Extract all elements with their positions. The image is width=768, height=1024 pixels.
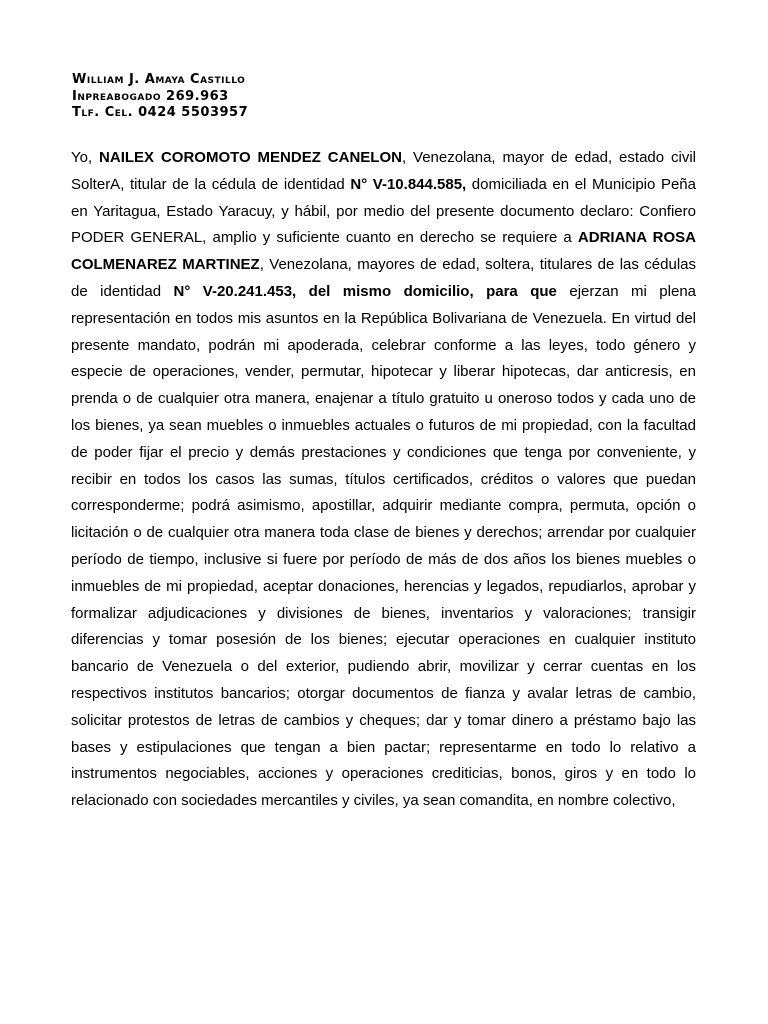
text-segment: domiciliada en el Municipio Peña en Yaritagua, Estado Yaracuy, y hábil, por medio del presente documento declaro: Confiero PODER GENERAL, amplio y suficiente cuanto en derecho se requiere a [71, 175, 696, 247]
text-segment: Yo, [71, 149, 100, 166]
text-segment: , Venezolana, mayor de edad, estado civil SolterA, titular de la cédula de identidad [71, 149, 696, 193]
grantor-id: N° V-10.844.585, [350, 175, 467, 193]
attorney-name: ADRIANA ROSA COLMENAREZ MARTINEZ [71, 229, 696, 274]
lawyer-registry: Inpreabogado 269.963 [72, 88, 229, 104]
lawyer-phone: Tlf. Cel. 0424 5503957 [72, 105, 249, 120]
lawyer-name: William J. Amaya Castillo [72, 72, 246, 87]
grantor-name: NAILEX COROMOTO MENDEZ CANELON [99, 149, 402, 166]
power-of-attorney-paragraph [71, 145, 696, 815]
text-segment: , Venezolana, mayores de edad, soltera, titulares de las cédulas de identidad [71, 256, 696, 300]
letterhead [72, 72, 248, 122]
attorney-id: N° V-20.241.453, del mismo domicilio, para que [173, 282, 557, 300]
text-segment: ejerzan mi plena representación en todos mis asuntos en la República Bolivariana de Venezuela. En virtud del presente mandato, podrán mi apoderada, celebrar conforme a las leyes, todo género y especie de operaciones, vender, permutar, hipotecar y liberar hipotecas, dar anticresis, en prenda o de cualquier otra manera, enajenar a título gratuito u oneroso todos y cada uno de los bienes, ya sean muebles o inmuebles actuales o futuros de mi propiedad, con la facultad de poder fijar el precio y demás prestaciones y condiciones que tenga por conveniente, y recibir en todos los casos las sumas, títulos certificados, créditos o valores que puedan corresponderme; podrá asimismo, apostillar, adquirir mediante compra, permuta, opción o licitación o de cualquier otra manera toda clase de bienes y derechos; arrendar por cualquier período de tiempo, inclusive si fuere por período de más de dos años los bienes muebles o inmuebles de mi propiedad, aceptar donaciones, herencias y legados, repudiarlos, aprobar y formalizar adjudicaciones y divisiones de bienes, inventarios y valoraciones; transigir diferencias y tomar posesión de los bienes; ejecutar operaciones en cualquier instituto bancario de Venezuela o del exterior, pudiendo abrir, movilizar y cerrar cuentas en los respectivos institutos bancarios; otorgar documentos de fianza y avalar letras de cambio, solicitar protestos de letras de cambios y cheques; dar y tomar dinero a préstamo bajo las bases y estipulaciones que tengan a bien pactar; representarme en todo lo relativo a instrumentos negociables, acciones y operaciones crediticias, bonos, giros y en todo lo relacionado con sociedades mercantiles y civiles, ya sean comandita, en nombre colectivo, [71, 282, 696, 810]
